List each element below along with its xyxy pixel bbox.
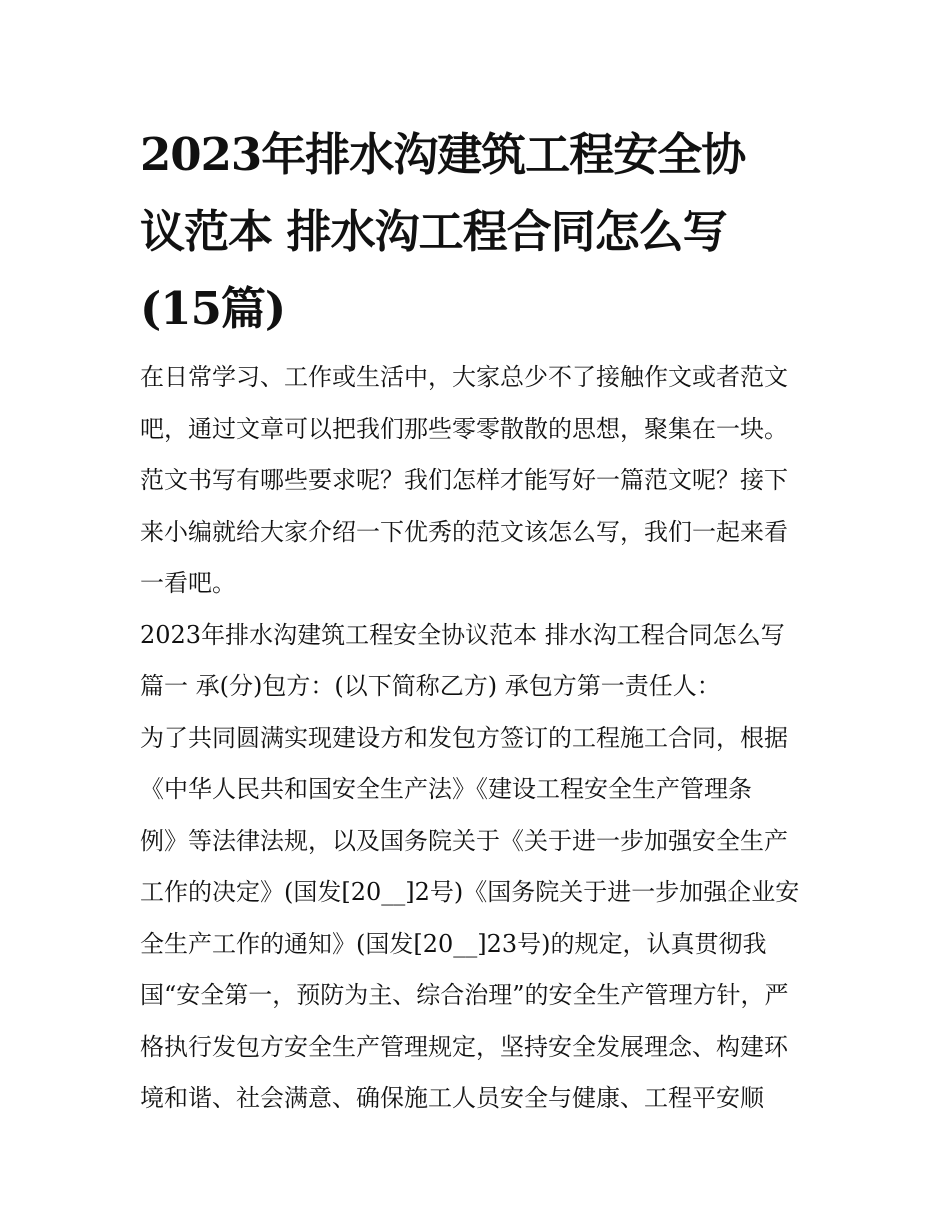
body-line: 国“安全第一，预防为主、综合治理”的安全生产管理方针，严 [140, 981, 789, 1009]
document-body [140, 352, 840, 1125]
body-line: 来小编就给大家介绍一下优秀的范文该怎么写，我们一起来看 [140, 517, 788, 546]
body-line: 《中华人民共和国安全生产法》《建设工程安全生产管理条 [140, 775, 752, 803]
title-line: 2023年排水沟建筑工程安全协 [140, 128, 746, 181]
body-line: 境和谐、社会满意、确保施工人员安全与健康、工程平安顺 [140, 1084, 764, 1112]
body-line: 例》等法律法规，以及国务院关于《关于进一步加强安全生产 [140, 826, 788, 855]
body-line: 吧，通过文章可以把我们那些零零散散的思想，聚集在一块。 [140, 414, 788, 443]
body-line: 一看吧。 [140, 569, 236, 597]
title-line: 议范本 排水沟工程合同怎么写 [140, 205, 727, 258]
body-line: 范文书写有哪些要求呢？我们怎样才能写好一篇范文呢？接下 [140, 466, 788, 494]
body-line: 2023年排水沟建筑工程安全协议范本 排水沟工程合同怎么写 [140, 620, 785, 649]
title-line: (15篇) [140, 282, 286, 335]
body-line: 全生产工作的通知》(国发[20__]23号)的规定，认真贯彻我 [140, 929, 767, 958]
body-line: 在日常学习、工作或生活中，大家总少不了接触作文或者范文 [140, 363, 788, 391]
body-line: 工作的决定》(国发[20__]2号)《国务院关于进一步加强企业安 [140, 878, 800, 906]
body-line: 为了共同圆满实现建设方和发包方签订的工程施工合同，根据 [140, 723, 788, 752]
body-line: 篇一 承(分)包方：(以下简称乙方) 承包方第一责任人： [140, 672, 721, 700]
document-title [140, 116, 820, 347]
body-line: 格执行发包方安全生产管理规定，坚持安全发展理念、构建环 [140, 1032, 788, 1061]
